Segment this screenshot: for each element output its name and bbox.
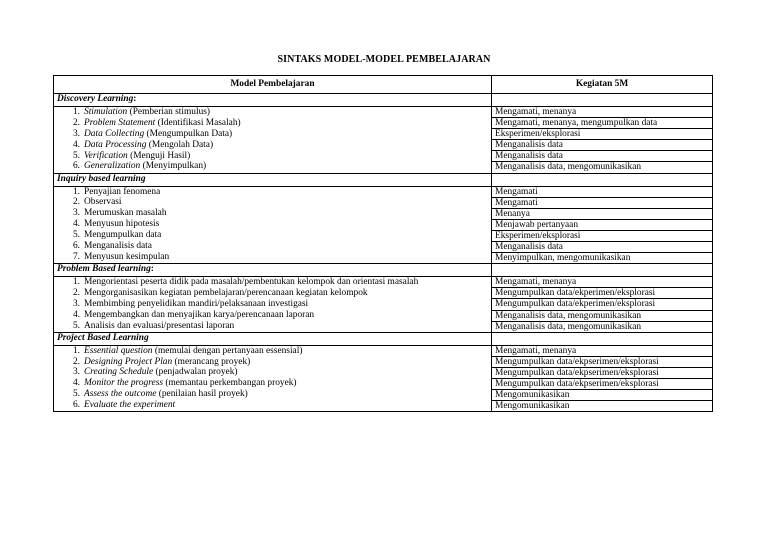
step-number: 1.: [72, 277, 80, 288]
step-number: 6.: [72, 161, 80, 172]
step-number: 2.: [72, 117, 80, 128]
model-step-item: [54, 288, 491, 299]
activity-list: [492, 107, 712, 173]
model-step-item: [54, 197, 491, 208]
step-description: (memantau perkembangan proyek): [163, 378, 297, 389]
activity-item: Mengomunikasikan: [495, 401, 570, 412]
step-description: (merancang proyek): [172, 356, 251, 367]
activity-item: Menanya: [492, 209, 712, 220]
activity-item: Mengumpulkan data/ekpserimen/eksplorasi: [492, 379, 712, 390]
section-header-row: [54, 173, 713, 186]
activity-item: Menganalisis data, mengomunikasikan: [495, 321, 642, 332]
table-header-row: [54, 76, 713, 94]
activity-item: Mengamati: [492, 198, 712, 209]
model-step-item: [54, 389, 491, 400]
step-term: Creating Schedule: [84, 367, 154, 378]
activity-item: Mengomunikasikan: [492, 390, 712, 401]
step-term: Stimulation: [84, 107, 128, 117]
section-activity-empty: [492, 332, 713, 345]
section-name: Problem Based learning: [57, 264, 151, 275]
step-number: 5.: [72, 320, 80, 331]
step-term: Monitor the progress: [84, 378, 163, 389]
model-steps-list: [54, 346, 491, 411]
step-number: 7.: [72, 251, 80, 262]
step-number: 5.: [72, 389, 80, 400]
column-header-model: Model Pembelajaran: [54, 76, 492, 94]
section-title: [54, 332, 492, 345]
step-number: 1.: [72, 186, 80, 197]
section-activity-empty: [492, 264, 713, 277]
section-name: Inquiry based learning: [57, 173, 146, 184]
activity-item: Menganalisis data: [492, 242, 712, 253]
document-title: SINTAKS MODEL-MODEL PEMBELAJARAN: [277, 54, 491, 65]
activity-item: Mengumpulkan data/ekpserimen/eksplorasi: [492, 357, 712, 368]
step-description: Menganalisis data: [84, 241, 152, 252]
column-header-activity: Kegiatan 5M: [492, 76, 713, 94]
model-step-item: [54, 208, 491, 219]
activity-cell: [492, 186, 713, 264]
activity-item: Mengamati, menanya, mengumpulkan data: [492, 118, 712, 129]
activity-item: Menganalisis data: [492, 151, 712, 162]
step-number: 3.: [72, 299, 80, 309]
step-description: Mengumpulkan data: [84, 230, 162, 241]
section-name: Discovery Learning: [57, 94, 134, 104]
model-step-item: [54, 151, 491, 162]
section-title: [54, 94, 492, 107]
activity-cell: [492, 107, 713, 174]
activity-item: Menganalisis data, mengomunikasikan: [492, 311, 712, 322]
step-term: Essential question: [84, 345, 153, 356]
section-header-row: [54, 264, 713, 277]
step-number: 4.: [72, 219, 80, 230]
model-step-item: [54, 357, 491, 368]
step-description: (Mengolah Data): [146, 139, 214, 150]
syntax-table: [53, 75, 713, 412]
activity-list: [492, 277, 712, 331]
step-number: 5.: [72, 150, 80, 161]
model-step-item: [54, 277, 491, 288]
model-step-item: [54, 129, 491, 140]
step-term: Verification: [84, 150, 128, 161]
model-steps-list: [54, 187, 491, 263]
step-term: Data Collecting: [84, 128, 145, 139]
model-step-item: [54, 107, 491, 118]
activity-list: [492, 187, 712, 264]
step-description: Mengorientasi peserta didik pada masalah/pembentukan kelompok dan orientasi masalah: [84, 277, 419, 288]
model-steps-cell: [54, 107, 492, 174]
step-number: 3.: [72, 128, 80, 139]
step-description: Observasi: [84, 197, 122, 208]
step-description: Membimbing penyelidikan mandiri/pelaksanaan investigasi: [84, 299, 309, 309]
activity-item: Eksperimen/eksplorasi: [492, 129, 712, 140]
section-title: [54, 173, 492, 186]
model-step-item: [54, 367, 491, 378]
activity-item: Mengamati, menanya: [492, 107, 712, 118]
step-description: Merumuskan masalah: [84, 208, 167, 219]
step-term: Data Processing: [84, 139, 147, 150]
model-step-item: [54, 310, 491, 321]
step-term: Evaluate the experiment: [84, 400, 176, 411]
model-steps-list: [54, 107, 491, 172]
step-number: 4.: [72, 309, 80, 320]
model-step-item: [54, 230, 491, 241]
section-steps-row: [54, 186, 713, 264]
model-step-item: [54, 241, 491, 252]
model-step-item: [54, 219, 491, 230]
activity-item: Mengumpulkan data/ekperimen/eksplorasi: [492, 288, 712, 299]
step-number: 2.: [72, 288, 80, 299]
step-number: 5.: [72, 230, 80, 241]
step-number: 1.: [72, 345, 80, 356]
step-description: Mengembangkan dan menyajikan karya/perencanaan laporan: [84, 309, 315, 320]
model-step-item: [54, 187, 491, 198]
section-name: Project Based Learning: [57, 332, 149, 343]
step-term: Designing Project Plan: [84, 356, 173, 367]
activity-item: Menganalisis data: [492, 140, 712, 151]
activity-cell: [492, 277, 713, 332]
activity-item: Menyimpulkan, mengomunikasikan: [495, 253, 631, 264]
step-description: Menyusun hipotesis: [84, 219, 160, 230]
activity-item: Mengamati: [492, 187, 712, 198]
model-step-item: [54, 252, 491, 263]
step-description: (Identifikasi Masalah): [155, 117, 241, 128]
step-description: (Mengumpulkan Data): [144, 128, 233, 139]
activity-item: Eksperimen/eksplorasi: [492, 231, 712, 242]
section-suffix: :: [133, 94, 137, 104]
model-step-item: [54, 378, 491, 389]
step-term: Problem Statement: [84, 117, 156, 128]
model-step-item: [54, 321, 491, 332]
step-number: 4.: [72, 378, 80, 389]
step-description: (Menyimpulkan): [140, 161, 207, 172]
section-header-row: [54, 332, 713, 345]
step-description: (Menguji Hasil): [127, 150, 191, 161]
step-number: 6.: [72, 400, 80, 411]
activity-item: Mengumpulkan data/ekperimen/eksplorasi: [492, 299, 712, 310]
model-steps-cell: [54, 186, 492, 264]
activity-item: Mengamati, menanya: [492, 277, 712, 288]
step-description: (Pemberian stimulus): [127, 107, 211, 117]
section-steps-row: [54, 345, 713, 412]
model-step-item: [54, 118, 491, 129]
step-number: 2.: [72, 197, 80, 208]
step-number: 1.: [72, 107, 80, 117]
activity-list: [492, 346, 712, 412]
step-number: 6.: [72, 241, 80, 252]
step-term: Generalization: [84, 161, 141, 172]
step-description: Analisis dan evaluasi/presentasi laporan: [84, 320, 235, 331]
activity-item: Mengumpulkan data/ekpserimen/eksplorasi: [492, 368, 712, 379]
activity-item: Menjawab pertanyaan: [492, 220, 712, 231]
section-activity-empty: [492, 94, 713, 107]
step-description: (penjadwalan proyek): [153, 367, 238, 378]
model-steps-cell: [54, 277, 492, 332]
model-steps-list: [54, 277, 491, 331]
step-description: (penilaian hasil proyek): [156, 389, 248, 400]
model-steps-cell: [54, 345, 492, 412]
step-number: 3.: [72, 367, 80, 378]
section-steps-row: [54, 107, 713, 174]
model-step-item: [54, 140, 491, 151]
activity-item: Menganalisis data, mengomunikasikan: [495, 162, 642, 173]
step-description: Menyusun kesimpulan: [84, 251, 170, 262]
model-step-item: [54, 346, 491, 357]
step-number: 3.: [72, 208, 80, 219]
section-suffix: :: [150, 264, 154, 275]
model-step-item: [54, 400, 491, 411]
section-activity-empty: [492, 173, 713, 186]
section-title: [54, 264, 492, 277]
step-description: (memulai dengan pertanyaan essensial): [152, 345, 303, 356]
table-body: [54, 94, 713, 412]
step-description: Penyajian fenomena: [84, 186, 161, 197]
step-term: Assess the outcome: [84, 389, 157, 400]
step-number: 2.: [72, 356, 80, 367]
section-header-row: [54, 94, 713, 107]
activity-item: Mengamati, menanya: [492, 346, 712, 357]
model-step-item: [54, 299, 491, 310]
model-step-item: [54, 161, 491, 172]
step-description: Mengorganisasikan kegiatan pembelajaran/perencanaan kegiatan kelompok: [84, 288, 368, 299]
activity-cell: [492, 345, 713, 412]
step-number: 4.: [72, 139, 80, 150]
section-steps-row: [54, 277, 713, 332]
